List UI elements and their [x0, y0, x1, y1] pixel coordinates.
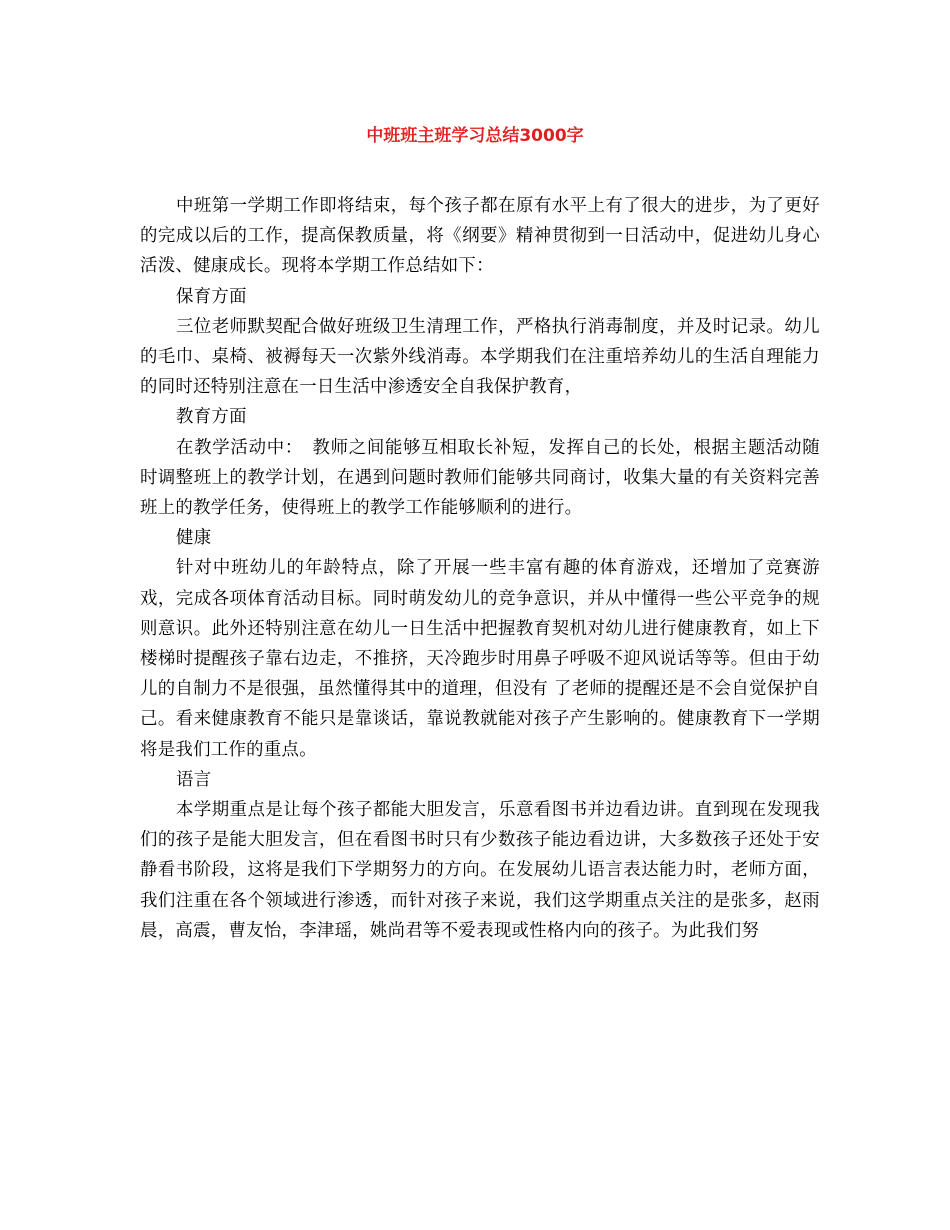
- document-body: [140, 191, 820, 946]
- language-paragraph: 本学期重点是让每个孩子都能大胆发言，乐意看图书并边看边讲。直到现在发现我们的孩子是能大胆发言，但在看图书时只有少数孩子能边看边讲，大多数孩子还处于安静看书阶段，这将是我们下学期努力的方向。在发展幼儿语言表达能力时，老师方面，我们注重在各个领域进行渗透，而针对孩子来说，我们这学期重点关注的是张多，赵雨晨，高震，曹友怡，李津瑶，姚尚君等不爱表现或性格内向的孩子。为此我们努: [140, 800, 820, 941]
- intro-paragraph: 中班第一学期工作即将结束，每个孩子都在原有水平上有了很大的进步，为了更好的完成以后的工作，提高保教质量，将《纲要》精神贯彻到一日活动中，促进幼儿身心活泼、健康成长。现将本学期工作总结如下：: [140, 196, 820, 277]
- section-heading-care: 保育方面: [176, 286, 247, 307]
- care-paragraph: 三位老师默契配合做好班级卫生清理工作，严格执行消毒制度，并及时记录。幼儿的毛巾、桌椅、被褥每天一次紫外线消毒。本学期我们在注重培养幼儿的生活自理能力的同时还特别注意在一日生活中渗透安全自我保护教育，: [140, 316, 820, 398]
- section-heading-language: 语言: [176, 769, 212, 790]
- health-paragraph: 针对中班幼儿的年龄特点，除了开展一些丰富有趣的体育游戏，还增加了竞赛游戏，完成各项体育活动目标。同时萌发幼儿的竞争意识，并从中懂得一些公平竞争的规则意识。此外还特别注意在幼儿一日生活中把握教育契机对幼儿进行健康教育，如上下楼梯时提醒孩子靠右边走，不推挤，天冷跑步时用鼻子呼吸不迎风说话等等。但由于幼儿的自制力不是很强，虽然懂得其中的道理，但没有 了老师的提醒还是不会自觉保护自己。看来健康教育不能只是靠谈话，靠说教就能对孩子产生影响的。健康教育下一学期将是我们工作的重点。: [140, 558, 820, 760]
- section-heading-health: 健康: [176, 528, 212, 549]
- section-heading-education: 教育方面: [176, 407, 247, 428]
- document-title: 中班班主班学习总结3000字: [366, 126, 584, 146]
- education-paragraph: 在教学活动中： 教师之间能够互相取长补短，发挥自己的长处，根据主题活动随时调整班上的教学计划，在遇到问题时教师们能够共同商讨，收集大量的有关资料完善班上的教学任务，使得班上的教学工作能够顺利的进行。: [140, 437, 820, 519]
